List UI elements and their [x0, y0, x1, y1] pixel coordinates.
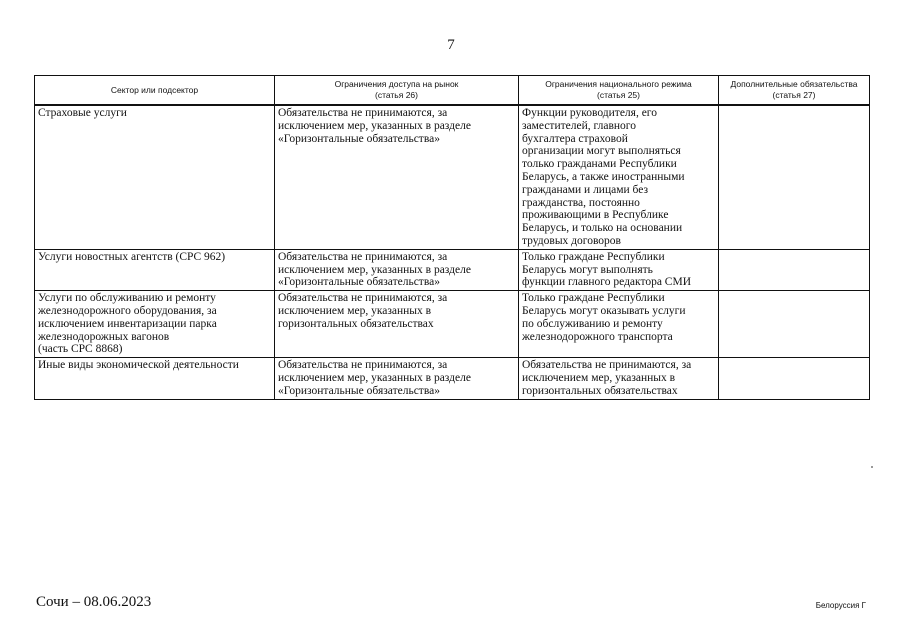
national-treatment-cell: Только граждане Республики Беларусь могут оказывать услуги по обслуживанию и ремонту железнодорожного транспорта	[519, 291, 719, 358]
table-row	[35, 249, 870, 290]
commitments-table	[34, 75, 870, 400]
market-access-cell: Обязательства не принимаются, за исключением мер, указанных в разделе «Горизонтальные обязательства»	[275, 249, 519, 290]
header-market-access	[275, 76, 519, 106]
footer-place-date: Сочи – 08.06.2023	[36, 594, 152, 610]
national-treatment-cell: Обязательства не принимаются, за исключением мер, указанных в горизонтальных обязательствах	[519, 358, 719, 399]
header-additional	[719, 76, 870, 106]
page-number: 7	[447, 37, 455, 53]
sector-cell: Страховые услуги	[35, 105, 275, 249]
header-market-access-line1: Ограничения доступа на рынок	[334, 79, 459, 89]
market-access-cell: Обязательства не принимаются, за исключением мер, указанных в горизонтальных обязательствах	[275, 291, 519, 358]
sector-cell: Услуги по обслуживанию и ремонту железнодорожного оборудования, за исключением инвентаризации парка железнодорожных вагонов (часть CPC 8868)	[35, 291, 275, 358]
footer-country-mark: Белоруссия Г	[815, 601, 866, 610]
sector-cell: Иные виды экономической деятельности	[35, 358, 275, 399]
header-sector	[35, 76, 275, 106]
table-row	[35, 291, 870, 358]
additional-commitments-cell	[719, 249, 870, 290]
market-access-cell: Обязательства не принимаются, за исключением мер, указанных в разделе «Горизонтальные обязательства»	[275, 105, 519, 249]
national-treatment-cell: Только граждане Республики Беларусь могут выполнять функции главного редактора СМИ	[519, 249, 719, 290]
header-additional-line2: (статья 27)	[772, 90, 816, 100]
table-header-row	[35, 76, 870, 106]
header-market-access-line2: (статья 26)	[375, 90, 418, 100]
header-national-treatment	[519, 76, 719, 106]
sector-cell: Услуги новостных агентств (CPC 962)	[35, 249, 275, 290]
table-row	[35, 105, 870, 249]
national-treatment-cell: Функции руководителя, его заместителей, главного бухгалтера страховой организации могут выполняться только гражданами Республики Беларусь, а также иностранными гражданами и лицами без гражданства, постоянно проживающими в Республике Беларусь, и только на основании трудовых договоров	[519, 105, 719, 249]
header-national-treatment-line1: Ограничения национального режима	[545, 79, 692, 89]
scan-speck	[871, 466, 873, 468]
header-sector-line1: Сектор или подсектор	[110, 84, 199, 95]
market-access-cell: Обязательства не принимаются, за исключением мер, указанных в разделе «Горизонтальные обязательства»	[275, 358, 519, 399]
table-row	[35, 358, 870, 399]
additional-commitments-cell	[719, 358, 870, 399]
additional-commitments-cell	[719, 291, 870, 358]
header-national-treatment-line2: (статья 25)	[597, 90, 640, 100]
header-additional-line1: Дополнительные обязательства	[730, 79, 858, 89]
additional-commitments-cell	[719, 105, 870, 249]
